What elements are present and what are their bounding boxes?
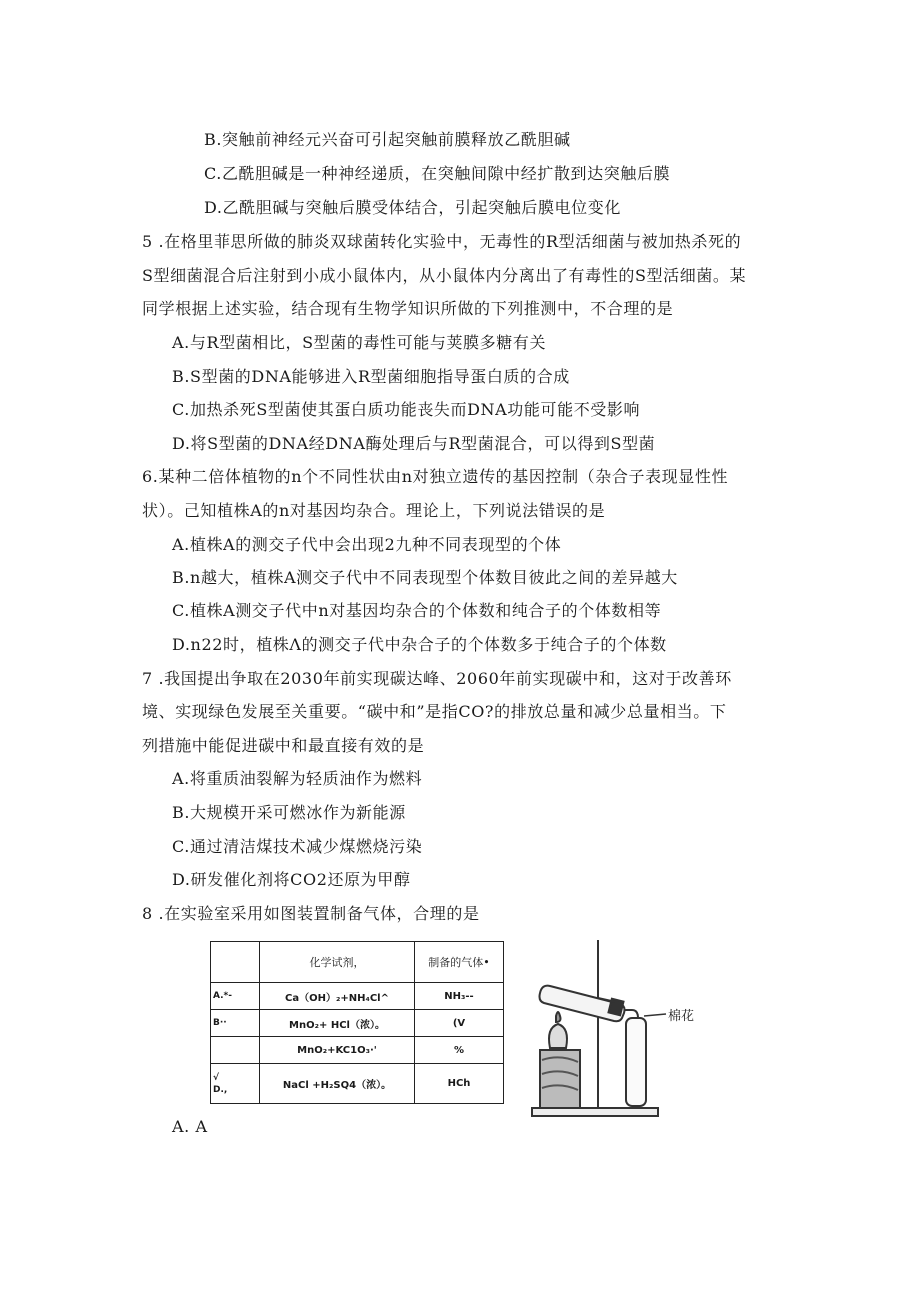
table-cell: HCh: [415, 1064, 504, 1104]
table-header-cell: 制备的气体•: [415, 942, 504, 983]
q6-option-d: D.n22时，植株Λ的测交子代中杂合子的个体数多于纯合子的个体数: [172, 635, 667, 654]
q5-stem-line-3: 同学根据上述实验，结合现有生物学知识所做的下列推测中，不合理的是: [142, 299, 674, 318]
q5-option-b: B.S型菌的DNA能够进入R型菌细胞指导蛋白质的合成: [172, 367, 570, 386]
table-cell: MnO₂+KC1O₃·': [260, 1037, 415, 1064]
table-row: [211, 1064, 504, 1104]
q4-option-c: C.乙酰胆碱是一种神经递质，在突触间隙中经扩散到达突触后膜: [204, 164, 671, 183]
q8-answer: A. A: [172, 1117, 208, 1136]
q7-stem-line-2: 境、实现绿色发展至关重要。“碳中和”是指CO?的排放总量和减少总量相当。下: [142, 702, 727, 721]
q5-stem-line-1: 5 .在格里菲思所做的肺炎双球菌转化实验中，无毒性的R型活细菌与被加热杀死的: [142, 232, 742, 251]
table-cell: NH₃--: [415, 983, 504, 1010]
q4-option-b: B.突触前神经元兴奋可引起突触前膜释放乙酰胆碱: [204, 130, 571, 149]
q6-option-c: C.植株A测交子代中n对基因均杂合的个体数和纯合子的个体数相等: [172, 601, 662, 620]
table-row: [211, 983, 504, 1010]
cotton-label: 棉花: [668, 1009, 695, 1024]
q7-option-c: C.通过清洁煤技术减少煤燃烧污染: [172, 837, 423, 856]
table-cell: (V: [415, 1010, 504, 1037]
q5-stem-line-2: S型细菌混合后注射到小成小鼠体内，从小鼠体内分离出了有毒性的S型活细菌。某: [142, 266, 747, 285]
q7-stem-line-3: 列措施中能促进碳中和最直接有效的是: [142, 736, 425, 755]
reagent-table: [210, 941, 504, 1104]
table-cell: %: [415, 1037, 504, 1064]
table-cell: [211, 1037, 260, 1064]
reagent-table-wrap: [210, 941, 504, 1104]
q7-option-d: D.研发催化剂将CO2还原为甲醇: [172, 870, 411, 889]
heating-block-icon: [540, 1050, 580, 1108]
table-cell: √ D.,: [211, 1064, 260, 1104]
table-cell: NaCl +H₂SQ4（浓）。: [260, 1064, 415, 1104]
q6-stem-line-1: 6.某种二倍体植物的n个不同性状由n对独立遗传的基因控制（杂合子表现显性性: [142, 467, 729, 486]
q6-stem-line-2: 状）。己知植株A的n对基因均杂合。理论上，下列说法错误的是: [142, 501, 606, 520]
test-tube-icon: [540, 986, 625, 1022]
q7-option-a: A.将重质油裂解为轻质油作为燃料: [172, 769, 423, 788]
table-cell: MnO₂+ HCl（浓）。: [260, 1010, 415, 1037]
alcohol-lamp-icon: [549, 1012, 567, 1048]
table-cell: Ca（OH）₂+NH₄Cl^: [260, 983, 415, 1010]
q7-stem-line-1: 7 .我国提出争取在2030年前实现碳达峰、2060年前实现碳中和，这对于改善环: [142, 669, 732, 688]
table-row: [211, 1010, 504, 1037]
q6-option-a: A.植株A的测交子代中会出现2九种不同表现型的个体: [172, 535, 562, 554]
q6-option-b: B.n越大，植株A测交子代中不同表现型个体数目彼此之间的差异越大: [172, 568, 678, 587]
q7-option-b: B.大规模开采可燃冰作为新能源: [172, 803, 406, 822]
q5-option-d: D.将S型菌的DNA经DNA酶处理后与R型菌混合，可以得到S型菌: [172, 434, 656, 453]
table-header-row: [211, 942, 504, 983]
table-row: [211, 1037, 504, 1064]
delivery-tube-icon: [624, 1010, 646, 1106]
gas-apparatus-figure: [528, 938, 703, 1123]
table-header-cell: 化学试剂，: [260, 942, 415, 983]
q8-stem: 8 .在实验室采用如图装置制备气体，合理的是: [142, 904, 480, 923]
table-header-cell: [211, 942, 260, 983]
q5-option-c: C.加热杀死S型菌使其蛋白质功能丧失而DNA功能可能不受影响: [172, 400, 641, 419]
q5-option-a: A.与R型菌相比，S型菌的毒性可能与荚膜多糖有关: [172, 333, 547, 352]
q4-option-d: D.乙酰胆碱与突触后膜受体结合，引起突触后膜电位变化: [204, 198, 621, 217]
table-cell: B··: [211, 1010, 260, 1037]
label-pointer: [644, 1014, 666, 1016]
table-cell: A.*-: [211, 983, 260, 1010]
